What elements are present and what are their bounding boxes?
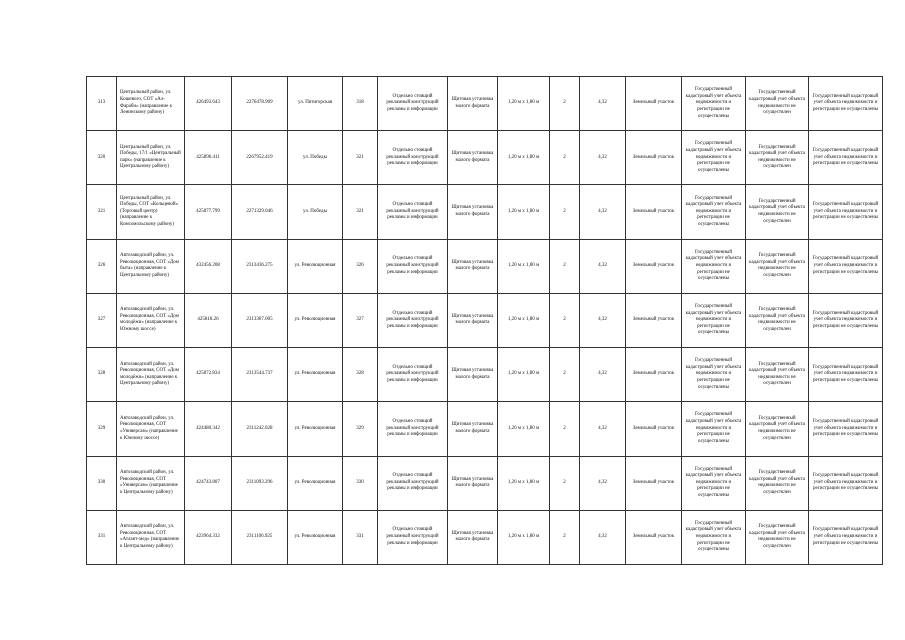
row-number: 326 [87,239,117,293]
address-cell: Центральный район, ул. Кошевого, СОТ «Ал-Фараби» (направление к Ленинскому району) [117,77,185,131]
land-status-cell: Государственный кадастровый учет объекта недвижимости не осуществлен [746,131,809,185]
coord-y-cell: 2311242.028 [232,402,288,456]
faces-count-cell: 2 [550,348,580,402]
table-row [87,293,883,347]
coord-x-cell: 425877.799 [185,185,232,239]
structure-type-cell: Щитовая установка малого формата [448,131,498,185]
building-status-cell: Государственный кадастровый учет объекта недвижимости и регистрации не осуществлены [809,402,883,456]
land-type-cell: Земельный участок [626,131,682,185]
owner-status-cell: Государственный кадастровый учет объекта недвижимости и регистрации не осуществлены [682,456,746,510]
size-cell: 1,20 м х 1,80 м [498,185,550,239]
structure-type-cell: Щитовая установка малого формата [448,402,498,456]
row-number: 327 [87,293,117,347]
structure-description-cell: Отдельно стоящий рекламный конструкций рекламы и информации [378,348,448,402]
table-row [87,348,883,402]
row-number: 320 [87,131,117,185]
table-row [87,131,883,185]
land-type-cell: Земельный участок [626,77,682,131]
building-status-cell: Государственный кадастровый учет объекта недвижимости и регистрации не осуществлены [809,131,883,185]
size-cell: 1,20 м х 1,80 м [498,131,550,185]
faces-count-cell: 2 [550,456,580,510]
coord-x-cell: 424480.342 [185,402,232,456]
table-row [87,185,883,239]
land-type-cell: Земельный участок [626,348,682,402]
coord-x-cell: 426493.643 [185,77,232,131]
faces-count-cell: 2 [550,402,580,456]
area-cell: 4,32 [580,510,626,564]
address-cell: Автозаводский район, ул. Революционная, СОТ «Атлант-мед» (направление к Центральному району) [117,510,185,564]
location-number-cell: 326 [343,239,378,293]
street-cell: ул. Победы [288,185,343,239]
structure-type-cell: Щитовая установка малого формата [448,239,498,293]
land-status-cell: Государственный кадастровый учет объекта недвижимости не осуществлен [746,293,809,347]
size-cell: 1,20 м х 1,80 м [498,77,550,131]
coord-y-cell: 2313307.005 [232,293,288,347]
row-number: 328 [87,348,117,402]
address-cell: Автозаводский район, ул. Революционная, СОТ «Универсам» (направление к Центральному району) [117,456,185,510]
street-cell: ул. Революционная [288,510,343,564]
land-status-cell: Государственный кадастровый учет объекта недвижимости не осуществлен [746,239,809,293]
coord-y-cell: 2276478.909 [232,77,288,131]
owner-status-cell: Государственный кадастровый учет объекта недвижимости и регистрации не осуществлены [682,510,746,564]
owner-status-cell: Государственный кадастровый учет объекта недвижимости и регистрации не осуществлены [682,348,746,402]
location-number-cell: 331 [343,510,378,564]
land-type-cell: Земельный участок [626,185,682,239]
address-cell: Автозаводский район, ул. Революционная, СОТ «Дом быта» (направление к Центральному району) [117,239,185,293]
advertising-structures-table [86,76,883,565]
location-number-cell: 329 [343,402,378,456]
row-number: 330 [87,456,117,510]
address-cell: Автозаводский район, ул. Революционная, СОТ «Дом молодёжи» (направление к Южному шоссе) [117,293,185,347]
faces-count-cell: 2 [550,293,580,347]
structure-type-cell: Щитовая установка малого формата [448,348,498,402]
faces-count-cell: 2 [550,131,580,185]
street-cell: ул. Революционная [288,402,343,456]
owner-status-cell: Государственный кадастровый учет объекта недвижимости и регистрации не осуществлены [682,402,746,456]
coord-y-cell: 2267952.419 [232,131,288,185]
location-number-cell: 327 [343,293,378,347]
coord-x-cell: 425896.411 [185,131,232,185]
area-cell: 4,32 [580,77,626,131]
row-number: 313 [87,77,117,131]
land-status-cell: Государственный кадастровый учет объекта недвижимости не осуществлен [746,510,809,564]
address-cell: Автозаводский район, ул. Революционная, СОТ «Дом молодёжи» (направление к Центральному району) [117,348,185,402]
table-row [87,510,883,564]
location-number-cell: 321 [343,185,378,239]
street-cell: ул. Революционная [288,293,343,347]
faces-count-cell: 2 [550,185,580,239]
street-cell: ул. Революционная [288,348,343,402]
owner-status-cell: Государственный кадастровый учет объекта недвижимости и регистрации не осуществлены [682,77,746,131]
coord-y-cell: 2313436.275 [232,239,288,293]
land-type-cell: Земельный участок [626,510,682,564]
table-body [87,77,883,565]
table-row [87,402,883,456]
area-cell: 4,32 [580,131,626,185]
coord-y-cell: 2271329.046 [232,185,288,239]
land-type-cell: Земельный участок [626,293,682,347]
coord-y-cell: 2311093.296 [232,456,288,510]
structure-description-cell: Отдельно стоящий рекламный конструкций рекламы и информации [378,293,448,347]
coord-x-cell: 425872.834 [185,348,232,402]
street-cell: ул. Революционная [288,239,343,293]
size-cell: 1,20 м х 1,80 м [498,293,550,347]
structure-description-cell: Отдельно стоящий рекламный конструкций рекламы и информации [378,510,448,564]
area-cell: 4,32 [580,239,626,293]
row-number: 329 [87,402,117,456]
row-number: 321 [87,185,117,239]
table-row [87,77,883,131]
address-cell: Центральный район, ул. Победы, СОТ «Кольцевой» (Торговый центр) (направление к Комсомольскому району) [117,185,185,239]
land-type-cell: Земельный участок [626,239,682,293]
structure-description-cell: Отдельно стоящий рекламный конструкций рекламы и информации [378,456,448,510]
building-status-cell: Государственный кадастровый учет объекта недвижимости и регистрации не осуществлены [809,293,883,347]
street-cell: ул. Революционная [288,456,343,510]
coord-x-cell: 432456.208 [185,239,232,293]
land-status-cell: Государственный кадастровый учет объекта недвижимости не осуществлен [746,77,809,131]
area-cell: 4,32 [580,185,626,239]
table-row [87,239,883,293]
area-cell: 4,32 [580,293,626,347]
size-cell: 1,20 м х 1,80 м [498,456,550,510]
size-cell: 1,20 м х 1,80 м [498,239,550,293]
building-status-cell: Государственный кадастровый учет объекта недвижимости и регистрации не осуществлены [809,456,883,510]
row-number: 331 [87,510,117,564]
owner-status-cell: Государственный кадастровый учет объекта недвижимости и регистрации не осуществлены [682,185,746,239]
area-cell: 4,32 [580,456,626,510]
owner-status-cell: Государственный кадастровый учет объекта недвижимости и регистрации не осуществлены [682,239,746,293]
address-cell: Центральный район, ул. Победы, 17/1 «Центральный парк» (направление к Центральному району) [117,131,185,185]
owner-status-cell: Государственный кадастровый учет объекта недвижимости и регистрации не осуществлены [682,131,746,185]
land-status-cell: Государственный кадастровый учет объекта недвижимости не осуществлен [746,185,809,239]
structure-description-cell: Отдельно стоящий рекламный конструкций рекламы и информации [378,402,448,456]
building-status-cell: Государственный кадастровый учет объекта недвижимости и регистрации не осуществлены [809,348,883,402]
faces-count-cell: 2 [550,510,580,564]
structure-type-cell: Щитовая установка малого формата [448,510,498,564]
faces-count-cell: 2 [550,239,580,293]
building-status-cell: Государственный кадастровый учет объекта недвижимости и регистрации не осуществлены [809,185,883,239]
street-cell: ул. Пятигорская [288,77,343,131]
owner-status-cell: Государственный кадастровый учет объекта недвижимости и регистрации не осуществлены [682,293,746,347]
size-cell: 1,20 м х 1,80 м [498,348,550,402]
structure-type-cell: Щитовая установка малого формата [448,293,498,347]
building-status-cell: Государственный кадастровый учет объекта недвижимости и регистрации не осуществлены [809,239,883,293]
structure-description-cell: Отдельно стоящий рекламный конструкций рекламы и информации [378,239,448,293]
coord-y-cell: 2311106.925 [232,510,288,564]
structure-type-cell: Щитовая установка малого формата [448,185,498,239]
coord-x-cell: 425818.26 [185,293,232,347]
land-type-cell: Земельный участок [626,456,682,510]
land-status-cell: Государственный кадастровый учет объекта недвижимости не осуществлен [746,456,809,510]
table-row [87,456,883,510]
coord-x-cell: 423964.332 [185,510,232,564]
building-status-cell: Государственный кадастровый учет объекта недвижимости и регистрации не осуществлены [809,510,883,564]
coord-x-cell: 424743.807 [185,456,232,510]
location-number-cell: 328 [343,348,378,402]
structure-description-cell: Отдельно стоящий рекламный конструкций рекламы и информации [378,131,448,185]
structure-type-cell: Щитовая установка малого формата [448,456,498,510]
faces-count-cell: 2 [550,77,580,131]
land-status-cell: Государственный кадастровый учет объекта недвижимости не осуществлен [746,402,809,456]
structure-type-cell: Щитовая установка малого формата [448,77,498,131]
land-status-cell: Государственный кадастровый учет объекта недвижимости не осуществлен [746,348,809,402]
size-cell: 1,20 м х 1,80 м [498,510,550,564]
area-cell: 4,32 [580,402,626,456]
structure-description-cell: Отдельно стоящий рекламный конструкций рекламы и информации [378,77,448,131]
land-type-cell: Земельный участок [626,402,682,456]
area-cell: 4,32 [580,348,626,402]
location-number-cell: 330 [343,456,378,510]
building-status-cell: Государственный кадастровый учет объекта недвижимости и регистрации не осуществлены [809,77,883,131]
location-number-cell: 318 [343,77,378,131]
address-cell: Автозаводский район, ул. Революционная, СОТ «Универсам» (направление к Южному шоссе) [117,402,185,456]
location-number-cell: 321 [343,131,378,185]
size-cell: 1,20 м х 1,80 м [498,402,550,456]
coord-y-cell: 2313544.737 [232,348,288,402]
structure-description-cell: Отдельно стоящий рекламный конструкций рекламы и информации [378,185,448,239]
street-cell: ул. Победы [288,131,343,185]
